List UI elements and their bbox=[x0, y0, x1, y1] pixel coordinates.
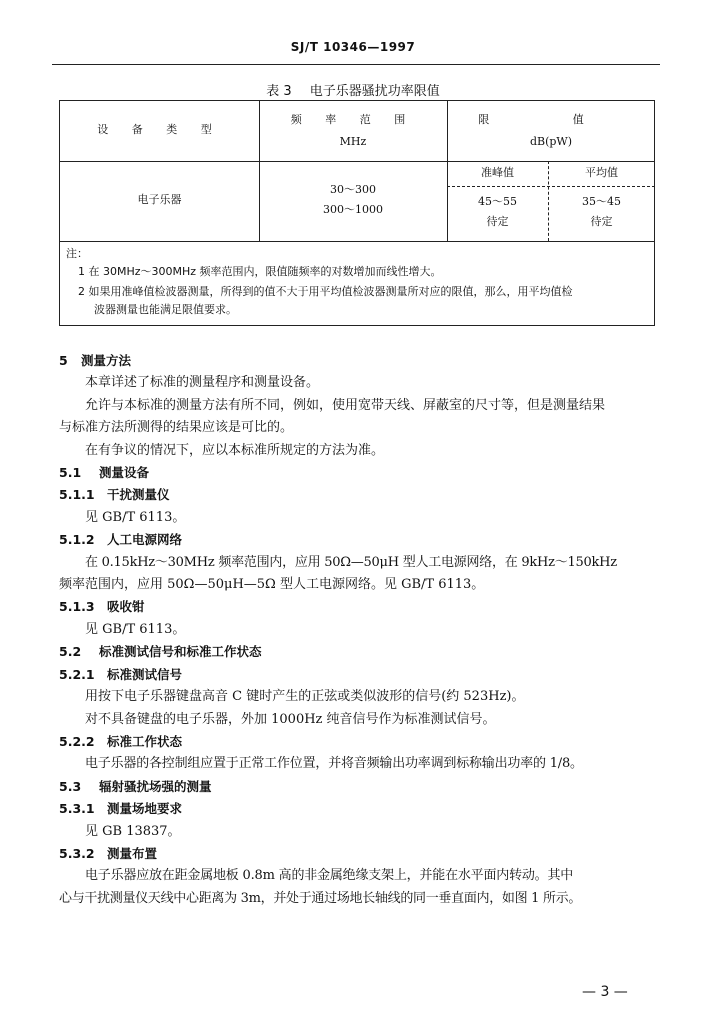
col-limit-header: 限 值 bbox=[478, 113, 624, 126]
section-5-3-heading: 5.3 辐射骚扰场强的测量 bbox=[59, 778, 212, 794]
col-device-header: 设 备 类 型 bbox=[97, 123, 222, 136]
table-caption bbox=[0, 80, 706, 99]
note-2-line-2: 波器测量也能满足限值要求。 bbox=[94, 303, 237, 316]
qp-value-1: 45～55 bbox=[478, 195, 517, 208]
avg-value-2: 待定 bbox=[590, 215, 613, 228]
paragraph: 在有争议的情况下，应以本标准所规定的方法为准。 bbox=[85, 442, 385, 458]
paragraph: 电子乐器的各控制组应置于正常工作位置，并将音频输出功率调到标称输出功率的 1/8。 bbox=[85, 756, 583, 772]
table-hline-header-left bbox=[60, 161, 259, 162]
table-hline-sub bbox=[447, 186, 655, 187]
paragraph: 见 GB/T 6113。 bbox=[85, 509, 186, 525]
section-5-1-3-heading: 5.1.3 吸收钳 bbox=[59, 599, 145, 615]
section-5-2-1-heading: 5.2.1 标准测试信号 bbox=[59, 666, 183, 682]
qp-value-2: 待定 bbox=[486, 215, 509, 228]
col-freq-header: 频 率 范 围 bbox=[290, 113, 416, 126]
section-5-heading: 5 测量方法 bbox=[59, 353, 132, 368]
col-freq-unit: MHz bbox=[339, 135, 367, 148]
paragraph-continued: 心与干扰测量仪天线中心距离为 3m，并处于通过场地长轴线的同一垂直面内，如图 1 所示。 bbox=[59, 890, 582, 906]
sub-header-average: 平均值 bbox=[585, 166, 618, 179]
table-hline-header-right bbox=[259, 161, 655, 162]
paragraph: 对不具备键盘的电子乐器，外加 1000Hz 纯音信号作为标准测试信号。 bbox=[85, 711, 496, 727]
page-number: — 3 — bbox=[582, 984, 628, 1000]
table-title: 电子乐器骚扰功率限值 bbox=[309, 84, 440, 99]
paragraph: 电子乐器应放在距金属地板 0.8m 高的非金属绝缘支架上，并能在水平面内转动。其中 bbox=[85, 868, 574, 884]
body-text bbox=[59, 350, 659, 910]
header-rule bbox=[52, 64, 660, 65]
paragraph: 在 0.15kHz～30MHz 频率范围内，应用 50Ω—50μH 型人工电源网络，在 9kHz～150kHz bbox=[85, 554, 617, 570]
section-5-2-2-heading: 5.2.2 标准工作状态 bbox=[59, 733, 183, 749]
limits-table bbox=[59, 100, 655, 326]
paragraph: 用按下电子乐器键盘高音 C 键时产生的正弦或类似波形的信号(约 523Hz)。 bbox=[85, 689, 525, 705]
running-header: SJ/T 10346—1997 bbox=[290, 40, 416, 54]
paragraph: 本章详述了标准的测量程序和测量设备。 bbox=[85, 375, 320, 391]
section-5-1-2-heading: 5.1.2 人工电源网络 bbox=[59, 532, 183, 548]
sub-header-quasi-peak: 准峰值 bbox=[481, 166, 514, 179]
note-2-line-1: 2 如果用准峰值检波器测量，所得到的值不大于用平均值检波器测量所对应的限值，那么，用平均值检 bbox=[78, 285, 573, 298]
table-number: 表 3 bbox=[266, 84, 292, 99]
section-5-3-1-heading: 5.3.1 测量场地要求 bbox=[59, 801, 183, 817]
row-device-name: 电子乐器 bbox=[137, 193, 182, 206]
note-1: 1 在 30MHz～300MHz 频率范围内，限值随频率的对数增加而线性增大。 bbox=[78, 265, 442, 278]
paragraph: 见 GB 13837。 bbox=[85, 823, 181, 839]
paragraph: 允许与本标准的测量方法有所不同，例如，使用宽带天线、屏蔽室的尺寸等，但是测量结果 bbox=[85, 397, 606, 413]
section-5-1-heading: 5.1 测量设备 bbox=[59, 465, 150, 481]
paragraph-continued: 频率范围内，应用 50Ω—50μH—5Ω 型人工电源网络。见 GB/T 6113。 bbox=[59, 577, 485, 593]
paragraph: 见 GB/T 6113。 bbox=[85, 621, 186, 637]
paragraph-continued: 与标准方法所测得的结果应该是可比的。 bbox=[59, 420, 294, 436]
section-5-3-2-heading: 5.3.2 测量布置 bbox=[59, 845, 158, 861]
col-limit-unit: dB(pW) bbox=[529, 135, 573, 148]
freq-range-2: 300～1000 bbox=[323, 203, 383, 216]
note-label: 注： bbox=[66, 247, 88, 260]
avg-value-1: 35～45 bbox=[582, 195, 621, 208]
section-5-2-heading: 5.2 标准测试信号和标准工作状态 bbox=[59, 644, 262, 660]
freq-range-1: 30～300 bbox=[330, 183, 376, 196]
section-5-1-1-heading: 5.1.1 干扰测量仪 bbox=[59, 487, 170, 503]
table-hline-notes bbox=[60, 241, 655, 242]
